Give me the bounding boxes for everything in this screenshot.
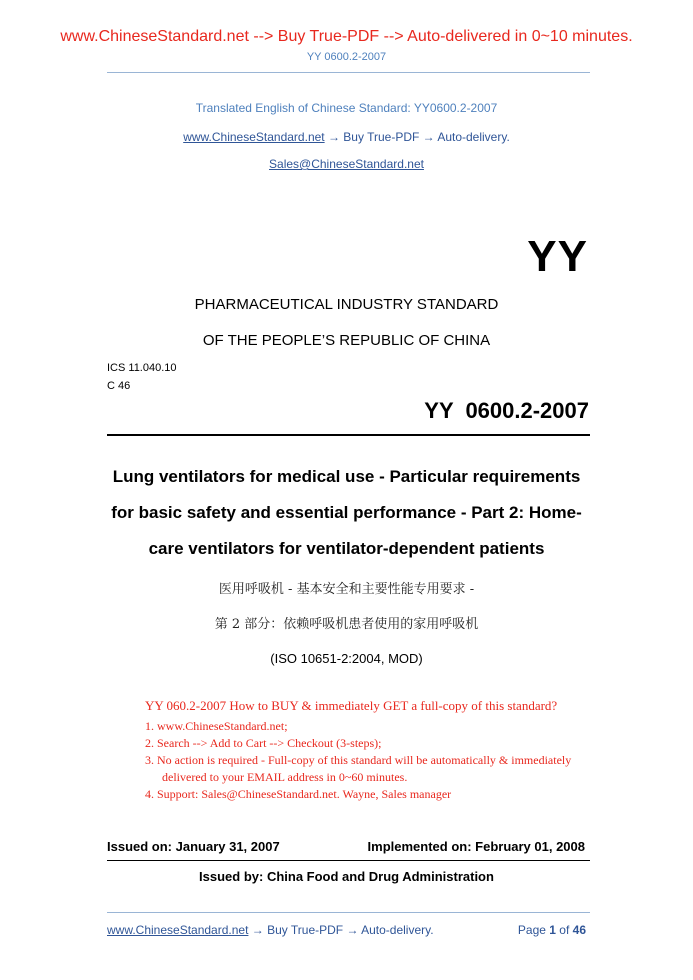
title-divider	[107, 434, 590, 436]
buy-line	[0, 130, 693, 144]
ccs-code: C 46	[107, 380, 131, 392]
title-line-1: Lung ventilators for medical use - Particular requirements	[112, 467, 581, 486]
dates-divider	[107, 860, 590, 861]
page-of: of	[555, 923, 573, 937]
top-buy-banner[interactable]: www.ChineseStandard.net --> Buy True-PDF --> Auto-delivered in 0~10 minutes.	[60, 28, 633, 45]
sales-email-link[interactable]: Sales@ChineseStandard.net	[269, 157, 424, 171]
buy-step: 2. Search --> Add to Cart --> Checkout (3-steps);	[145, 736, 382, 750]
how-to-buy-title: YY 060.2-2007 How to BUY & immediately GET a full-copy of this standard?	[145, 698, 558, 713]
iso-reference: (ISO 10651-2:2004, MOD)	[270, 651, 423, 666]
header-divider	[107, 72, 590, 73]
chinese-title-line-2: 第 2 部分：依赖呼吸机患者使用的家用呼吸机	[214, 617, 479, 632]
title-line-2: for basic safety and essential performance - Part 2: Home-	[111, 503, 582, 522]
buy-step: 3. No action is required - Full-copy of this standard will be automatically & immediately delivered to your EMAIL address in 0~60 minutes.	[145, 753, 572, 784]
how-to-buy-box	[145, 698, 575, 803]
implemented-on-date: Implemented on: February 01, 2008	[367, 839, 585, 854]
standard-number: YY 0600.2-2007	[424, 398, 589, 423]
issued-on-date: Issued on: January 31, 2007	[107, 839, 280, 854]
buy-step: 4. Support: Sales@ChineseStandard.net. Wayne, Sales manager	[145, 787, 452, 801]
footer-divider	[107, 912, 590, 913]
footer-site-link[interactable]: www.ChineseStandard.net	[107, 923, 249, 937]
buy-step[interactable]: 1. www.ChineseStandard.net;	[145, 719, 288, 733]
chinese-title-line-1: 医用呼吸机 ‐ 基本安全和主要性能专用要求 ‐	[218, 582, 475, 597]
footer-buy-line	[107, 923, 434, 937]
buy-suffix: → Buy True-PDF → Auto-delivery.	[324, 130, 510, 144]
page-indicator	[518, 923, 586, 937]
industry-standard-line1: PHARMACEUTICAL INDUSTRY STANDARD	[194, 296, 499, 313]
page-label: Page	[517, 923, 550, 937]
site-link[interactable]: www.ChineseStandard.net	[183, 130, 325, 144]
industry-standard-line2: OF THE PEOPLE’S REPUBLIC OF CHINA	[202, 332, 491, 349]
ics-code: ICS 11.040.10	[107, 362, 177, 374]
title-line-3: care ventilators for ventilator-dependent patients	[148, 539, 545, 558]
header-std-code: YY 0600.2-2007	[306, 51, 387, 63]
standard-mark: YY	[527, 232, 588, 281]
issued-by: Issued by: China Food and Drug Administration	[199, 869, 494, 884]
page-current: 1	[549, 923, 556, 937]
translated-note: Translated English of Chinese Standard: YY0600.2-2007	[195, 101, 498, 115]
footer-buy-suffix: → Buy True-PDF → Auto-delivery.	[248, 923, 434, 937]
page-total: 46	[572, 923, 586, 937]
